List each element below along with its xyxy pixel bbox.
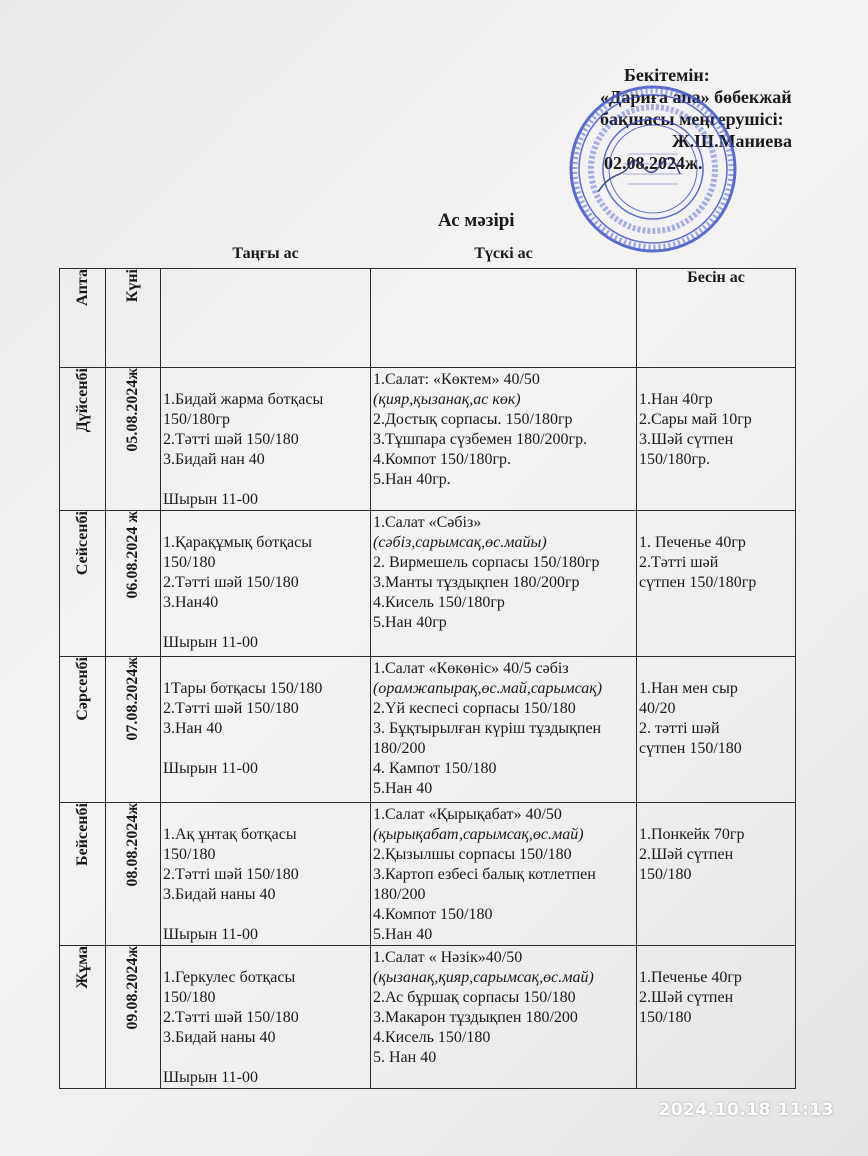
menu-line: 150/180гр.: [639, 451, 711, 468]
menu-line: 3.Тұшпара сүзбемен 180/200гр.: [373, 431, 588, 448]
menu-line: 4.Кисель 150/180гр: [373, 594, 505, 611]
juice-time: Шырын 11-00: [163, 491, 258, 508]
menu-line: 2.Тәтті шәй 150/180: [163, 431, 299, 448]
menu-line: 150/180: [639, 1009, 692, 1026]
photo-timestamp: 2024.10.18 11:13: [658, 1100, 834, 1120]
menu-line: 1.Салат: «Көктем» 40/50: [373, 371, 540, 388]
menu-line: 1.Салат «Сәбіз»: [373, 514, 482, 531]
menu-line: 3.Бидай нан 40: [163, 451, 265, 468]
menu-line: 180/200: [373, 886, 426, 903]
approval-date: 02.08.2024ж.: [604, 153, 703, 173]
menu-line: 150/180гр: [163, 411, 231, 428]
header-snack: Бесін ас: [637, 269, 796, 368]
menu-line: 1.Геркулес ботқасы: [163, 969, 296, 986]
menu-line: (қияр,қызанақ,ас көк): [373, 391, 521, 408]
approval-line: «Дариға апа» бөбекжай: [600, 87, 792, 107]
menu-line: 3.Нан 40: [163, 720, 223, 737]
official-stamp: [568, 84, 738, 254]
lunch-cell: [371, 803, 637, 946]
menu-line: 3. Бұқтырылған күріш тұздықпен: [373, 720, 602, 737]
snack-cell: [637, 803, 796, 946]
day-cell: Сейсенбі: [60, 511, 106, 657]
menu-line: 1.Салат «Көкөніс» 40/5 сәбіз: [373, 660, 569, 677]
menu-line: 2.Тәтті шәй 150/180: [163, 700, 299, 717]
menu-line: 4.Компот 150/180: [373, 906, 493, 923]
menu-line: 2.Шәй сүтпен: [639, 989, 734, 1006]
menu-line: 1.Салат « Нәзік»40/50: [373, 949, 523, 966]
menu-line: 150/180: [639, 866, 692, 883]
menu-line: (қызанақ,қияр,сарымсақ,өс.май): [373, 969, 594, 986]
header-date: Күні: [106, 269, 161, 368]
menu-line: 1.Понкейк 70гр: [639, 826, 745, 843]
menu-line: 2. Вирмешель сорпасы 150/180гр: [373, 554, 600, 571]
juice-time: Шырын 11-00: [163, 760, 258, 777]
menu-line: 1.Ақ ұнтақ ботқасы: [163, 826, 297, 843]
menu-line: 150/180: [163, 846, 216, 863]
menu-line: 1.Қарақұмық ботқасы: [163, 534, 312, 551]
menu-line: 2.Сары май 10гр: [639, 411, 752, 428]
menu-line: 40/20: [639, 700, 676, 717]
menu-line: 1.Салат «Қырықабат» 40/50: [373, 806, 562, 823]
lunch-cell: [371, 368, 637, 511]
table-row: [60, 511, 796, 657]
header-breakfast: Таңғы ас: [161, 269, 371, 368]
menu-line: 2.Шәй сүтпен: [639, 846, 734, 863]
breakfast-cell: [161, 657, 371, 803]
menu-line: 5. Нан 40: [373, 1049, 437, 1066]
approval-line: Бекітемін:: [624, 65, 710, 85]
menu-line: 3.Манты тұздықпен 180/200гр: [373, 574, 580, 591]
menu-line: 1.Нан мен сыр: [639, 680, 738, 697]
menu-line: сүтпен 150/180гр: [639, 574, 757, 591]
menu-line: (сәбіз,сарымсақ,өс.майы): [373, 534, 547, 551]
menu-line: 4. Кампот 150/180: [373, 760, 497, 777]
breakfast-cell: [161, 368, 371, 511]
menu-line: сүтпен 150/180: [639, 740, 742, 757]
menu-line: 5.Нан 40гр.: [373, 471, 451, 488]
menu-line: 4.Кисель 150/180: [373, 1029, 491, 1046]
menu-table: [59, 245, 796, 1089]
menu-line: 4.Компот 150/180гр.: [373, 451, 512, 468]
table-row: [60, 657, 796, 803]
snack-cell: [637, 946, 796, 1089]
day-cell: Сәрсенбі: [60, 657, 106, 803]
menu-line: 2.Ас бұршақ сорпасы 150/180: [373, 989, 576, 1006]
date-cell: 05.08.2024ж: [106, 368, 161, 511]
menu-line: 5.Нан 40гр: [373, 614, 447, 631]
day-cell: Дүйсенбі: [60, 368, 106, 511]
menu-line: 3.Шәй сүтпен: [639, 431, 734, 448]
approval-line: бақшасы меңгерушісі:: [600, 109, 784, 129]
header-week: Апта: [60, 269, 106, 368]
menu-line: 2.Тәтті шәй 150/180: [163, 1009, 299, 1026]
menu-line: 2.Достық сорпасы. 150/180гр: [373, 411, 573, 428]
date-cell: 06.08.2024 ж: [106, 511, 161, 657]
lunch-cell: [371, 946, 637, 1089]
lunch-cell: [371, 511, 637, 657]
breakfast-cell: [161, 803, 371, 946]
menu-line: 150/180: [163, 554, 216, 571]
lunch-cell: [371, 657, 637, 803]
menu-line: 150/180: [163, 989, 216, 1006]
menu-line: 180/200: [373, 740, 426, 757]
document-title: Ас мәзірі: [438, 210, 515, 231]
menu-line: 2.Тәтті шәй 150/180: [163, 574, 299, 591]
menu-line: 1Тары ботқасы 150/180: [163, 680, 323, 697]
menu-line: 5.Нан 40: [373, 926, 433, 943]
day-cell: Жұма: [60, 946, 106, 1089]
breakfast-cell: [161, 511, 371, 657]
menu-line: 1.Нан 40гр: [639, 391, 713, 408]
menu-line: 3.Нан40: [163, 594, 219, 611]
menu-line: 2. тәтті шәй: [639, 720, 720, 737]
approval-signatory: Ж.Ш.Маниева: [672, 131, 793, 151]
juice-time: Шырын 11-00: [163, 926, 258, 943]
snack-cell: [637, 368, 796, 511]
menu-line: (қырықабат,сарымсақ,өс.май): [373, 826, 584, 843]
date-cell: 09.08.2024ж: [106, 946, 161, 1089]
table-row: [60, 803, 796, 946]
juice-time: Шырын 11-00: [163, 1069, 258, 1086]
menu-line: 2.Үй кеспесі сорпасы 150/180: [373, 700, 576, 717]
menu-line: 2.Қызылшы сорпасы 150/180: [373, 846, 572, 863]
breakfast-cell: [161, 946, 371, 1089]
menu-line: 3.Бидай наны 40: [163, 886, 276, 903]
date-cell: 07.08.2024ж: [106, 657, 161, 803]
header-lunch: Түскі ас: [371, 269, 637, 368]
menu-line: 1.Бидай жарма ботқасы: [163, 391, 324, 408]
table-row: [60, 368, 796, 511]
header-row: [60, 269, 796, 368]
snack-cell: [637, 511, 796, 657]
menu-line: 2.Тәтті шәй 150/180: [163, 866, 299, 883]
snack-cell: [637, 657, 796, 803]
date-cell: 08.08.2024ж: [106, 803, 161, 946]
menu-line: 3.Бидай наны 40: [163, 1029, 276, 1046]
juice-time: Шырын 11-00: [163, 634, 258, 651]
day-cell: Бейсенбі: [60, 803, 106, 946]
menu-line: 1.Печенье 40гр: [639, 969, 742, 986]
menu-line: 3.Картоп езбесі балық котлетпен: [373, 866, 596, 883]
menu-line: 2.Тәтті шәй: [639, 554, 719, 571]
menu-line: 3.Макарон тұздықпен 180/200: [373, 1009, 578, 1026]
menu-line: (орамжапырақ,өс.май,сарымсақ): [373, 680, 603, 697]
table-row: [60, 946, 796, 1089]
menu-line: 5.Нан 40: [373, 780, 433, 797]
menu-line: 1. Печенье 40гр: [639, 534, 746, 551]
